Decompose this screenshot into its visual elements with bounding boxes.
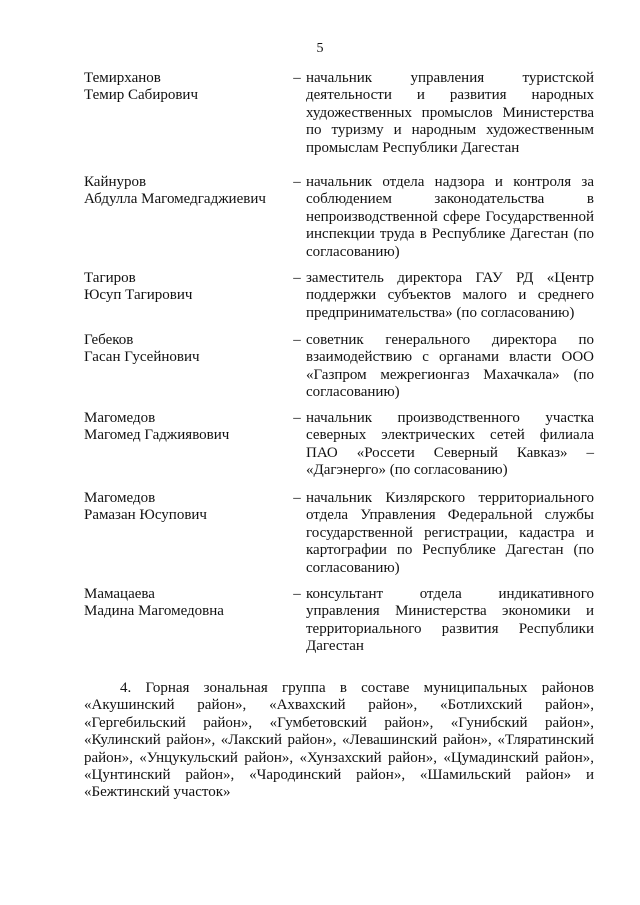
member-given-name: Абдулла Магомедгаджиевич (84, 191, 266, 208)
member-role: консультант отдела индикативного управления Министерства экономики и территориального развития Республики Дагестан (306, 586, 594, 655)
member-name (84, 332, 284, 367)
member-role: заместитель директора ГАУ РД «Центр поддержки субъектов малого и среднего предпринимательства» (по согласованию) (306, 270, 594, 321)
page-number: 5 (316, 41, 324, 56)
member-surname: Тагиров (84, 270, 136, 286)
dash-separator: – (293, 586, 301, 602)
member-name (84, 586, 284, 621)
member-given-name: Темир Сабирович (84, 87, 198, 104)
member-role: начальник отдела надзора и контроля за соблюдением законодательства в непроизводственной сфере Государственной инспекции труда в Республике Дагестан (по согласованию) (306, 174, 594, 260)
dash-separator: – (293, 332, 301, 348)
member-given-name: Юсуп Тагирович (84, 287, 193, 304)
member-name (84, 174, 284, 209)
dash-separator: – (293, 70, 301, 86)
member-role: начальник производственного участка северных электрических сетей филиала ПАО «Россети Северный Кавказ» – «Дагэнерго» (по согласованию) (306, 410, 594, 479)
member-name (84, 70, 284, 105)
dash-separator: – (293, 174, 301, 190)
member-surname: Мамацаева (84, 586, 155, 602)
dash-separator: – (293, 490, 301, 506)
member-role: начальник управления туристской деятельности и развития народных художественных промыслов Министерства по туризму и народным художественным промыслам Республики Дагестан (306, 70, 594, 156)
dash-separator: – (293, 270, 301, 286)
member-name (84, 490, 284, 525)
member-surname: Темирханов (84, 70, 161, 86)
member-surname: Магомедов (84, 490, 156, 506)
member-given-name: Мадина Магомедовна (84, 603, 224, 620)
member-role: советник генерального директора по взаимодействию с органами власти ООО «Газпром межрегионгаз Махачкала» (по согласованию) (306, 332, 594, 401)
member-surname: Кайнуров (84, 174, 147, 190)
member-surname: Магомедов (84, 410, 156, 426)
member-given-name: Магомед Гаджиявович (84, 427, 230, 444)
member-surname: Гебеков (84, 332, 134, 348)
member-role: начальник Кизлярского территориального отдела Управления Федеральной службы государственной регистрации, кадастра и картографии по Республике Дагестан (по согласованию) (306, 490, 594, 576)
member-given-name: Рамазан Юсупович (84, 507, 207, 524)
dash-separator: – (293, 410, 301, 426)
member-given-name: Гасан Гусейнович (84, 349, 200, 366)
member-name (84, 410, 284, 445)
member-name (84, 270, 284, 305)
mountain-zone-group-paragraph: 4. Горная зональная группа в составе муниципальных районов «Акушинский район», «Ахвахский район», «Ботлихский район», «Гергебильский район», «Гумбетовский район», «Гунибский район», «Кулинский район», «Лакский район», «Левашинский район», «Тляратинский район», «Унцукульский район», «Хунзахский район», «Цумадинский район», «Цунтинский район», «Чародинский район», «Шамильский район» и «Бежтинский участок» (84, 680, 594, 801)
